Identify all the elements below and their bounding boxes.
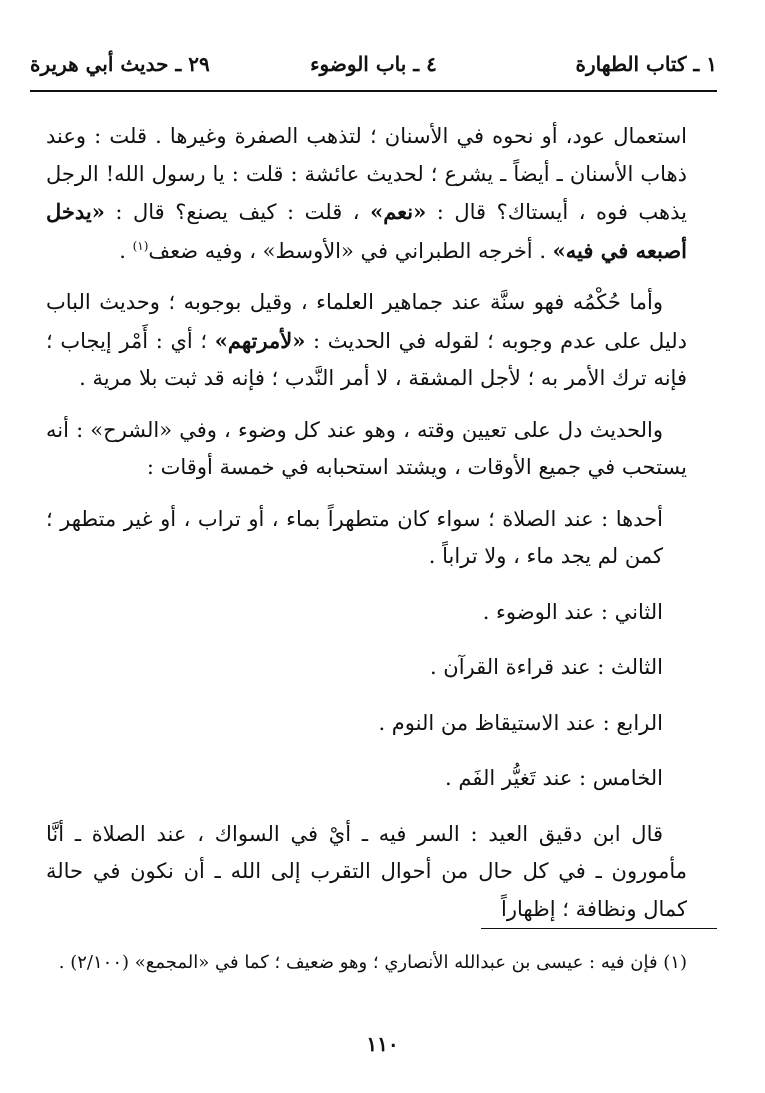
paragraph-ruling: وأما حُكْمُه فهو سنَّة عند جماهير العلماء ، وقيل بوجوبه ؛ وحديث الباب دليل على عدم وجوبه ؛ لقوله في الحديث : «لأمرتهم» ؛ أي : أَمْر إيجاب ؛ فإنه ترك الأمر به ؛ لأجل المشقة ، لا أمر النَّدب ؛ فإنه قد ثبت بلا مرية . bbox=[46, 290, 688, 390]
list-item-fifth-time: الخامس : عند تَغيُّر الفَم . bbox=[445, 766, 663, 790]
header-chapter-title: ٤ ـ باب الوضوء bbox=[310, 52, 437, 76]
list-item-second-time: الثاني : عند الوضوء . bbox=[482, 599, 663, 624]
footnote: (١) فإن فيه : عيسى بن عبدالله الأنصاري ؛ وهو ضعيف ؛ كما في «المجمع» (٢/١٠٠) . bbox=[58, 952, 687, 973]
paragraph-timing: والحديث دل على تعيين وقته ، وهو عند كل وضوء ، وفي «الشرح» : أنه يستحب في جميع الأوقات ، ويشتد استحبابه في خمسة أوقات : bbox=[46, 417, 687, 479]
list-item-fourth-time: الرابع : عند الاستيقاظ من النوم . bbox=[378, 710, 663, 735]
list-item-third-time: الثالث : عند قراءة القرآن . bbox=[429, 655, 663, 679]
page-number: ١١٠ bbox=[366, 1032, 399, 1056]
paragraph-siwak-use: استعمال عود، أو نحوه في الأسنان ؛ لتذهب الصفرة وغيرها . قلت : وعند ذهاب الأسنان ـ أيضاً ـ يشرع ؛ لحديث عائشة : قلت : يا رسول الله! الرجل يذهب فوه ، أيستاك؟ قال : «نعم» ، قلت : كيف يصنع؟ قال : «يدخل أصبعه في فيه» . أخرجه الطبراني في «الأوسط» ، وفيه ضعف$^{(١)}$ . bbox=[46, 124, 687, 263]
header-hadith-title: ٢٩ ـ حديث أبي هريرة bbox=[30, 52, 210, 76]
paragraph-ibn-daqiq: قال ابن دقيق العيد : السر فيه ـ أيْ في السواك ، عند الصلاة ـ أنَّا مأمورون ـ في كل حال من أحوال التقرب إلى الله ـ أن نكون في حالة كمال ونظافة ؛ إظهاراً bbox=[46, 821, 687, 921]
running-header bbox=[30, 46, 717, 90]
footnote-divider bbox=[481, 928, 717, 929]
main-text bbox=[46, 118, 687, 942]
list-item-first-time: أحدها : عند الصلاة ؛ سواء كان متطهراً بماء ، أو تراب ، أو غير متطهر ؛ كمن لم يجد ماء ، ولا تراباً . bbox=[46, 506, 663, 568]
header-book-title: ١ ـ كتاب الطهارة bbox=[575, 52, 717, 76]
header-divider bbox=[30, 90, 717, 92]
footnote-reference[interactable]: (١) bbox=[132, 238, 149, 253]
